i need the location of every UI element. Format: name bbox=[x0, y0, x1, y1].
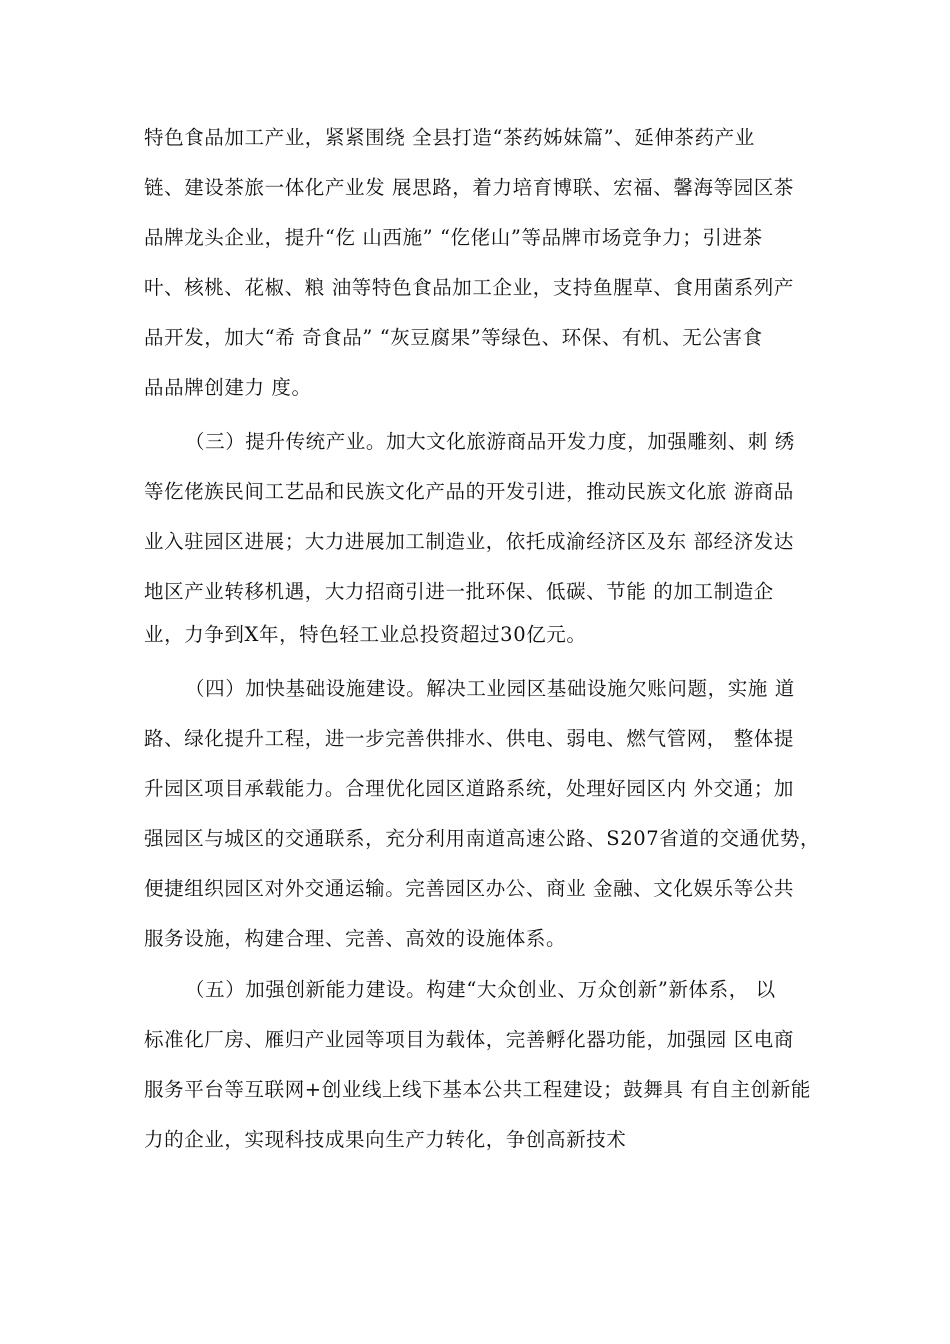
text-line: 业，力争到X年，特色轻工业总投资超过30亿元。 bbox=[144, 623, 587, 646]
text-line: 路、绿化提升工程，进一步完善供排水、供电、弱电、燃气管网， 整体提 bbox=[144, 727, 794, 750]
text-line: 等仡佬族民间工艺品和民族文化产品的开发引进，推动民族文化旅 游商品 bbox=[144, 480, 794, 503]
paragraph-first-line: （四）加快基础设施建设。解决工业园区基础设施欠账问题，实施 道 bbox=[185, 677, 795, 700]
text-line: 标准化厂房、雁归产业园等项目为载体，完善孵化器功能，加强园 区电商 bbox=[144, 1028, 794, 1051]
text-line: 链、建设茶旅一体化产业发 展思路，着力培育博联、宏福、馨海等园区茶 bbox=[144, 176, 794, 199]
text-line: 强园区与城区的交通联系，充分利用南道高速公路、S207省道的交通优势， bbox=[144, 827, 821, 850]
text-line: 力的企业，实现科技成果向生产力转化，争创高新技术 bbox=[144, 1128, 627, 1151]
text-line: 叶、核桃、花椒、粮 油等特色食品加工企业，支持鱼腥草、食用菌系列产 bbox=[144, 276, 794, 299]
text-line: 地区产业转移机遇，大力招商引进一批环保、低碳、节能 的加工制造企 bbox=[144, 580, 774, 603]
paragraph-first-line: （三）提升传统产业。加大文化旅游商品开发力度，加强雕刻、刺 绣 bbox=[185, 430, 795, 453]
text-line: 特色食品加工产业，紧紧围绕 全县打造“茶药姊妹篇”、延伸茶药产业 bbox=[144, 126, 755, 149]
text-line: 品品牌创建力 度。 bbox=[144, 376, 312, 399]
text-line: 服务设施，构建合理、完善、高效的设施体系。 bbox=[144, 927, 567, 950]
text-line: 业入驻园区进展；大力进展加工制造业，依托成渝经济区及东 部经济发达 bbox=[144, 530, 794, 553]
text-line: 品开发，加大“希 奇食品” “灰豆腐果”等绿色、环保、有机、无公害食 bbox=[144, 326, 763, 349]
text-line: 升园区项目承载能力。合理优化园区道路系统，处理好园区内 外交通；加 bbox=[144, 777, 794, 800]
text-line: 便捷组织园区对外交通运输。完善园区办公、商业 金融、文化娱乐等公共 bbox=[144, 877, 794, 900]
text-line: 服务平台等互联网+创业线上线下基本公共工程建设；鼓舞具 有自主创新能 bbox=[144, 1078, 811, 1101]
text-line: 品牌龙头企业，提升“仡 山西施” “仡佬山”等品牌市场竞争力；引进茶 bbox=[144, 226, 763, 249]
paragraph-first-line: （五）加强创新能力建设。构建“大众创业、万众创新”新体系， 以 bbox=[185, 978, 776, 1001]
